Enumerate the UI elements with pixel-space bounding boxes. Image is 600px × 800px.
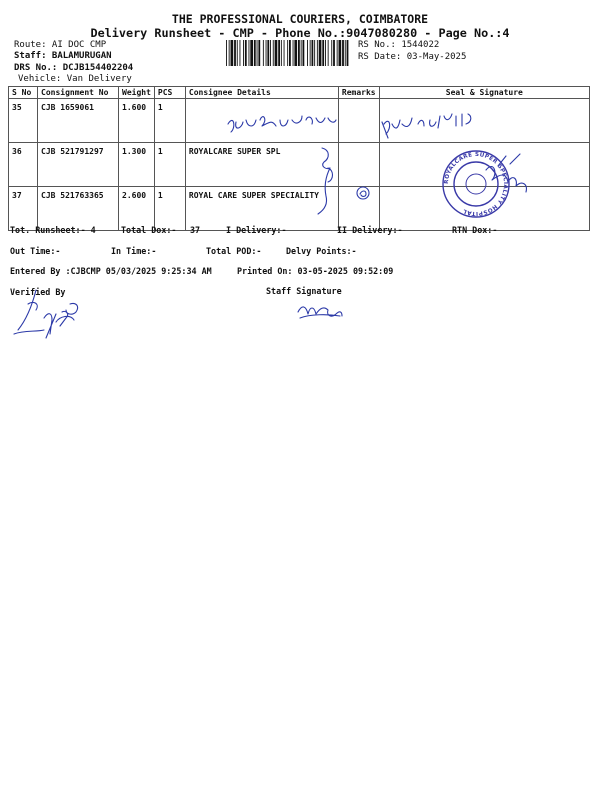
- cell-weight: 1.300: [119, 143, 155, 187]
- cell-sno: 36: [9, 143, 38, 187]
- remarks-circle-mark: [357, 187, 369, 199]
- col-consignment: Consignment No: [38, 87, 119, 99]
- delvy-points: Delvy Points:-: [286, 246, 357, 256]
- staff-label: Staff: BALAMURUGAN: [14, 51, 112, 61]
- cell-pcs: 1: [154, 187, 185, 231]
- hospital-stamp: [443, 151, 509, 217]
- cell-consignee: ROYAL CARE SUPER SPECIALITY: [185, 187, 338, 231]
- cell-sno: 35: [9, 99, 38, 143]
- in-time: In Time:-: [111, 246, 157, 256]
- entered-by: Entered By :CJBCMP 05/03/2025 9:25:34 AM: [10, 266, 212, 276]
- cell-pcs: 1: [154, 143, 185, 187]
- rs-date: RS Date: 03-May-2025: [358, 52, 467, 62]
- total-pod: Total POD:-: [206, 246, 262, 256]
- drs-number: DRS No.: DCJB154402204: [14, 63, 134, 73]
- vehicle-label: Vehicle: Van Delivery: [18, 74, 132, 84]
- delivery-signature: [382, 114, 471, 138]
- runsheet-subtitle: Delivery Runsheet - CMP - Phone No.:9047080280 - Page No.:4: [90, 26, 510, 40]
- ii-delivery: II Delivery:-: [337, 225, 403, 235]
- cell-consignment: CJB 1659061: [38, 99, 119, 143]
- printed-on: Printed On: 03-05-2025 09:52:09: [237, 266, 394, 276]
- total-dox-count: 37: [190, 225, 201, 235]
- rs-number: RS No.: 1544022: [358, 40, 440, 50]
- col-weight: Weight: [119, 87, 155, 99]
- company-title: THE PROFESSIONAL COURIERS, COIMBATORE: [171, 12, 429, 26]
- rtn-dox: RTN Dox:-: [452, 225, 498, 235]
- consignee-signature: [228, 116, 336, 132]
- total-dox-label: Total Dox:-: [121, 225, 177, 235]
- bracket-mark: [318, 148, 333, 214]
- cell-consignment: CJB 521791297: [38, 143, 119, 187]
- route-label: Route: AI DOC CMP: [14, 40, 107, 50]
- verified-signature: [18, 290, 78, 338]
- stamp-text: ROYALCARE SUPER SPECIALITY HOSPITAL: [443, 151, 509, 217]
- staff-signature: [298, 307, 342, 318]
- out-time: Out Time:-: [10, 246, 61, 256]
- tot-runsheet: Tot. Runsheet:- 4: [10, 225, 96, 235]
- col-consignee: Consignee Details: [185, 87, 338, 99]
- cell-weight: 2.600: [119, 187, 155, 231]
- col-remarks: Remarks: [338, 87, 379, 99]
- cell-weight: 1.600: [119, 99, 155, 143]
- cell-consignment: CJB 521763365: [38, 187, 119, 231]
- verified-by-label: Verified By: [10, 287, 66, 297]
- staff-signature-label: Staff Signature: [266, 286, 342, 296]
- cell-pcs: 1: [154, 99, 185, 143]
- col-pcs: PCS: [154, 87, 185, 99]
- i-delivery: I Delivery:-: [226, 225, 287, 235]
- cell-sno: 37: [9, 187, 38, 231]
- col-sno: S No: [9, 87, 38, 99]
- cell-consignee: ROYALCARE SUPER SPL: [185, 143, 338, 187]
- col-seal: Seal & Signature: [379, 87, 589, 99]
